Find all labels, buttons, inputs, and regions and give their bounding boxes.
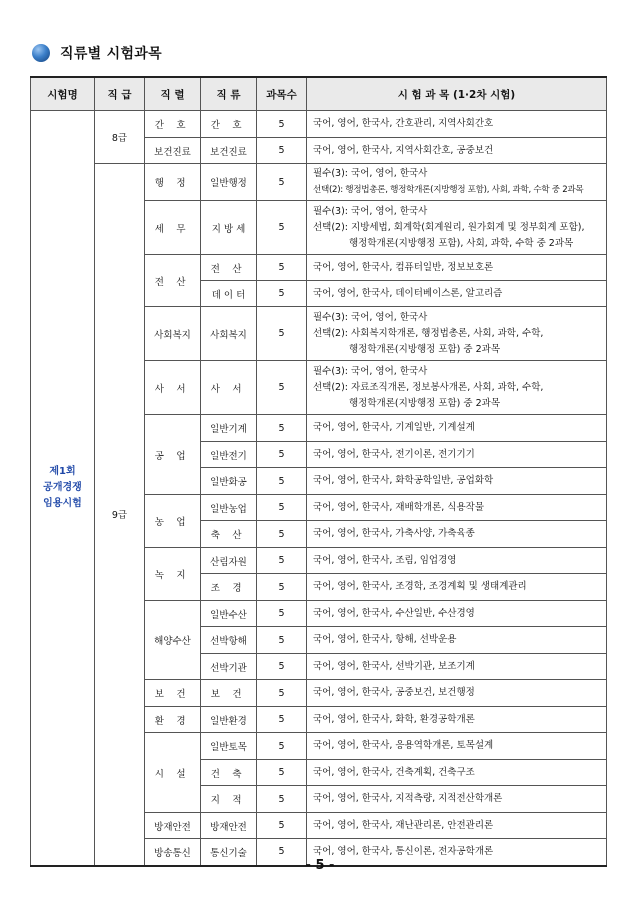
- subjects-cell: 국어, 영어, 한국사, 컴퓨터일반, 정보보호론: [307, 255, 607, 281]
- subjects-cell: 국어, 영어, 한국사, 지역사회간호, 공중보건: [307, 138, 607, 164]
- class-cell: 통신기술: [201, 839, 257, 866]
- count-cell: 5: [257, 839, 307, 866]
- count-cell: 5: [257, 733, 307, 760]
- col-header-subject-count: 과목수: [257, 77, 307, 111]
- series-cell: 보건진료: [145, 138, 201, 164]
- class-cell: 일반행정: [201, 164, 257, 201]
- series-cell: 공 업: [145, 415, 201, 495]
- class-cell: 일반수산: [201, 601, 257, 627]
- count-cell: 5: [257, 627, 307, 654]
- subjects-cell: 필수(3): 국어, 영어, 한국사 선택(2): 사회복지학개론, 행정법총론, 사회, 과학, 수학, 행정학개론(지방행정 포함) 중 2과목: [307, 307, 607, 361]
- count-cell: 5: [257, 201, 307, 255]
- subjects-cell: 국어, 영어, 한국사, 조경학, 조경계획 및 생태계관리: [307, 574, 607, 601]
- col-header-grade: 직 급: [95, 77, 145, 111]
- count-cell: 5: [257, 680, 307, 707]
- section-header: [32, 38, 162, 68]
- class-cell: 일반토목: [201, 733, 257, 760]
- series-cell: 세 무: [145, 201, 201, 255]
- subjects-cell: 국어, 영어, 한국사, 화학공학일반, 공업화학: [307, 468, 607, 495]
- class-cell: 일반기계: [201, 415, 257, 442]
- class-cell: 선박항해: [201, 627, 257, 654]
- page-number: - 5 -: [305, 858, 335, 873]
- class-cell: 전 산: [201, 255, 257, 281]
- count-cell: 5: [257, 548, 307, 574]
- subjects-cell: 국어, 영어, 한국사, 조림, 임업경영: [307, 548, 607, 574]
- subjects-cell: 국어, 영어, 한국사, 지적측량, 지적전산학개론: [307, 786, 607, 813]
- class-cell: 조 경: [201, 574, 257, 601]
- count-cell: 5: [257, 574, 307, 601]
- series-cell: 환 경: [145, 707, 201, 733]
- series-cell: 보 건: [145, 680, 201, 707]
- class-cell: 지 적: [201, 786, 257, 813]
- series-cell: 방송통신: [145, 839, 201, 866]
- class-cell: 축 산: [201, 521, 257, 548]
- class-cell: 사회복지: [201, 307, 257, 361]
- series-cell: 방재안전: [145, 813, 201, 839]
- count-cell: 5: [257, 281, 307, 307]
- grade-cell: 9급: [95, 164, 145, 866]
- class-cell: 산림자원: [201, 548, 257, 574]
- subjects-cell: 국어, 영어, 한국사, 수산일반, 수산경영: [307, 601, 607, 627]
- count-cell: 5: [257, 707, 307, 733]
- subjects-cell: 국어, 영어, 한국사, 전기이론, 전기기기: [307, 442, 607, 468]
- series-cell: 농 업: [145, 495, 201, 548]
- subjects-cell: 필수(3): 국어, 영어, 한국사 선택(2): 지방세법, 회계학(회계원리, 원가회계 및 정부회계 포함), 행정학개론(지방행정 포함), 사회, 과학, 수학 중 2과목: [307, 201, 607, 255]
- class-cell: 사 서: [201, 361, 257, 415]
- series-cell: 녹 지: [145, 548, 201, 601]
- class-cell: 보건진료: [201, 138, 257, 164]
- table-header-row: [31, 77, 607, 111]
- col-header-exam-name: 시험명: [31, 77, 95, 111]
- count-cell: 5: [257, 601, 307, 627]
- class-cell: 일반농업: [201, 495, 257, 521]
- count-cell: 5: [257, 521, 307, 548]
- subjects-cell: 국어, 영어, 한국사, 응용역학개론, 토목설계: [307, 733, 607, 760]
- subjects-cell: 국어, 영어, 한국사, 공중보건, 보건행정: [307, 680, 607, 707]
- count-cell: 5: [257, 164, 307, 201]
- subjects-cell: 국어, 영어, 한국사, 재난관리론, 안전관리론: [307, 813, 607, 839]
- col-header-class: 직 류: [201, 77, 257, 111]
- col-header-series: 직 렬: [145, 77, 201, 111]
- class-cell: 일반화공: [201, 468, 257, 495]
- bullet-sphere-icon: [32, 44, 50, 62]
- exam-subjects-table: [30, 76, 607, 867]
- class-cell: 보 건: [201, 680, 257, 707]
- subjects-cell: 국어, 영어, 한국사, 간호관리, 지역사회간호: [307, 111, 607, 138]
- count-cell: 5: [257, 442, 307, 468]
- series-cell: 해양수산: [145, 601, 201, 680]
- section-title: 직류별 시험과목: [60, 46, 162, 62]
- count-cell: 5: [257, 760, 307, 786]
- count-cell: 5: [257, 138, 307, 164]
- subjects-cell: 국어, 영어, 한국사, 데이터베이스론, 알고리즘: [307, 281, 607, 307]
- table-row: [31, 111, 607, 138]
- subjects-cell: 국어, 영어, 한국사, 화학, 환경공학개론: [307, 707, 607, 733]
- count-cell: 5: [257, 813, 307, 839]
- count-cell: 5: [257, 654, 307, 680]
- series-cell: 시 설: [145, 733, 201, 813]
- grade-cell: 8급: [95, 111, 145, 164]
- exam-name-cell: 제1회 공개경쟁 임용시험: [31, 111, 95, 866]
- class-cell: 데 이 터: [201, 281, 257, 307]
- series-cell: 전 산: [145, 255, 201, 307]
- subjects-cell: 필수(3): 국어, 영어, 한국사 선택(2): 행정법총론, 행정학개론(지방행정 포함), 사회, 과학, 수학 중 2과목: [307, 164, 607, 201]
- subjects-cell: 필수(3): 국어, 영어, 한국사 선택(2): 자료조직개론, 정보봉사개론, 사회, 과학, 수학, 행정학개론(지방행정 포함) 중 2과목: [307, 361, 607, 415]
- series-cell: 사회복지: [145, 307, 201, 361]
- series-cell: 간 호: [145, 111, 201, 138]
- class-cell: 선박기관: [201, 654, 257, 680]
- count-cell: 5: [257, 255, 307, 281]
- count-cell: 5: [257, 111, 307, 138]
- series-cell: 행 정: [145, 164, 201, 201]
- count-cell: 5: [257, 361, 307, 415]
- class-cell: 일반환경: [201, 707, 257, 733]
- count-cell: 5: [257, 786, 307, 813]
- subjects-cell: 국어, 영어, 한국사, 건축계획, 건축구조: [307, 760, 607, 786]
- class-cell: 방재안전: [201, 813, 257, 839]
- series-cell: 사 서: [145, 361, 201, 415]
- count-cell: 5: [257, 468, 307, 495]
- subjects-cell: 국어, 영어, 한국사, 항해, 선박운용: [307, 627, 607, 654]
- subjects-cell: 국어, 영어, 한국사, 가축사양, 가축육종: [307, 521, 607, 548]
- subjects-cell: 국어, 영어, 한국사, 재배학개론, 식용작물: [307, 495, 607, 521]
- count-cell: 5: [257, 495, 307, 521]
- subjects-cell: 국어, 영어, 한국사, 통신이론, 전자공학개론: [307, 839, 607, 866]
- subjects-cell: 국어, 영어, 한국사, 선박기관, 보조기계: [307, 654, 607, 680]
- table-row: [31, 164, 607, 201]
- col-header-subjects: 시 험 과 목 (1·2차 시험): [307, 77, 607, 111]
- class-cell: 일반전기: [201, 442, 257, 468]
- count-cell: 5: [257, 307, 307, 361]
- class-cell: 건 축: [201, 760, 257, 786]
- class-cell: 지 방 세: [201, 201, 257, 255]
- class-cell: 간 호: [201, 111, 257, 138]
- count-cell: 5: [257, 415, 307, 442]
- subjects-cell: 국어, 영어, 한국사, 기계일반, 기계설계: [307, 415, 607, 442]
